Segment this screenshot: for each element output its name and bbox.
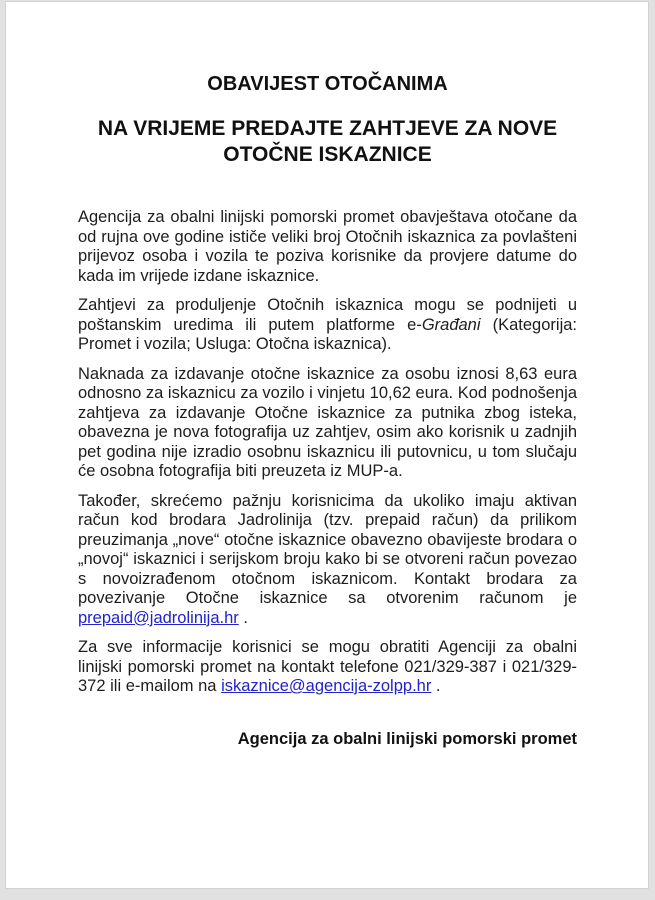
email-link[interactable]: prepaid@jadrolinija.hr <box>78 608 239 627</box>
paragraph <box>78 365 577 482</box>
text-run: . <box>238 608 248 627</box>
text-run: Zahtjevi za produljenje Otočnih iskaznica mogu se podnijeti u poštanskim uredima ili putem platforme e- <box>78 296 577 334</box>
notice-subtitle: NA VRIJEME PREDAJTE ZAHTJEVE ZA NOVE OTOČNE ISKAZNICE <box>97 117 558 166</box>
text-run: Naknada za izdavanje otočne iskaznice za osobu iznosi 8,63 eura odnosno za iskaznicu za vozilo i vinjetu 10,62 eura. Kod podnošenja zahtjeva za izdavanje Otočne iskaznice za putnika zbog isteka, obavezna je nova fotografija uz zahtjev, osim ako korisnik u zadnjih pet godina nije izradio osobnu iskaznicu ili putovnicu, u tom slučaju će osobna fotografija biti preuzeta iz MUP-a. <box>78 364 577 480</box>
text-run: (Kategorija: Promet i vozila; Usluga: Otočna iskaznica). <box>78 315 577 353</box>
paragraph <box>78 638 577 697</box>
text-run: Za sve informacije korisnici se mogu obratiti Agenciji za obalni linijski pomorski promet na kontakt telefone 021/329-387 i 021/329-372 ili e-mailom na <box>78 638 577 695</box>
italic-text: Građani <box>421 315 481 334</box>
signature: Agencija za obalni linijski pomorski promet <box>237 729 577 748</box>
text-run: . <box>431 677 441 695</box>
document-page <box>6 2 648 888</box>
text-run: Također, skrećemo pažnju korisnicima da ukoliko imaju aktivan račun kod brodara Jadrolinija (tzv. prepaid račun) da prilikom preuzimanja „nove“ otočne iskaznice obavezno obavijeste brodara o „novoj“ iskaznici i serijskom broju kako bi se otvoreni račun povezao s novoizrađenom otočnom iskaznicom. Kontakt brodara za povezivanje Otočne iskaznice sa otvorenim računom je <box>78 491 577 607</box>
email-link[interactable]: iskaznice@agencija-zolpp.hr <box>221 677 432 695</box>
body-paragraphs <box>78 208 577 697</box>
paragraph <box>78 208 577 286</box>
document-content <box>6 2 648 749</box>
notice-title: OBAVIJEST OTOČANIMA <box>207 73 448 95</box>
paragraph <box>78 492 577 629</box>
text-run: Agencija za obalni linijski pomorski promet obavještava otočane da od rujna ove godine ističe veliki broj Otočnih iskaznica za povlašteni prijevoz osoba i vozila te poziva korisnike da provjere datume do kada im vrijede izdane iskaznice. <box>78 208 577 285</box>
paragraph <box>78 296 577 355</box>
